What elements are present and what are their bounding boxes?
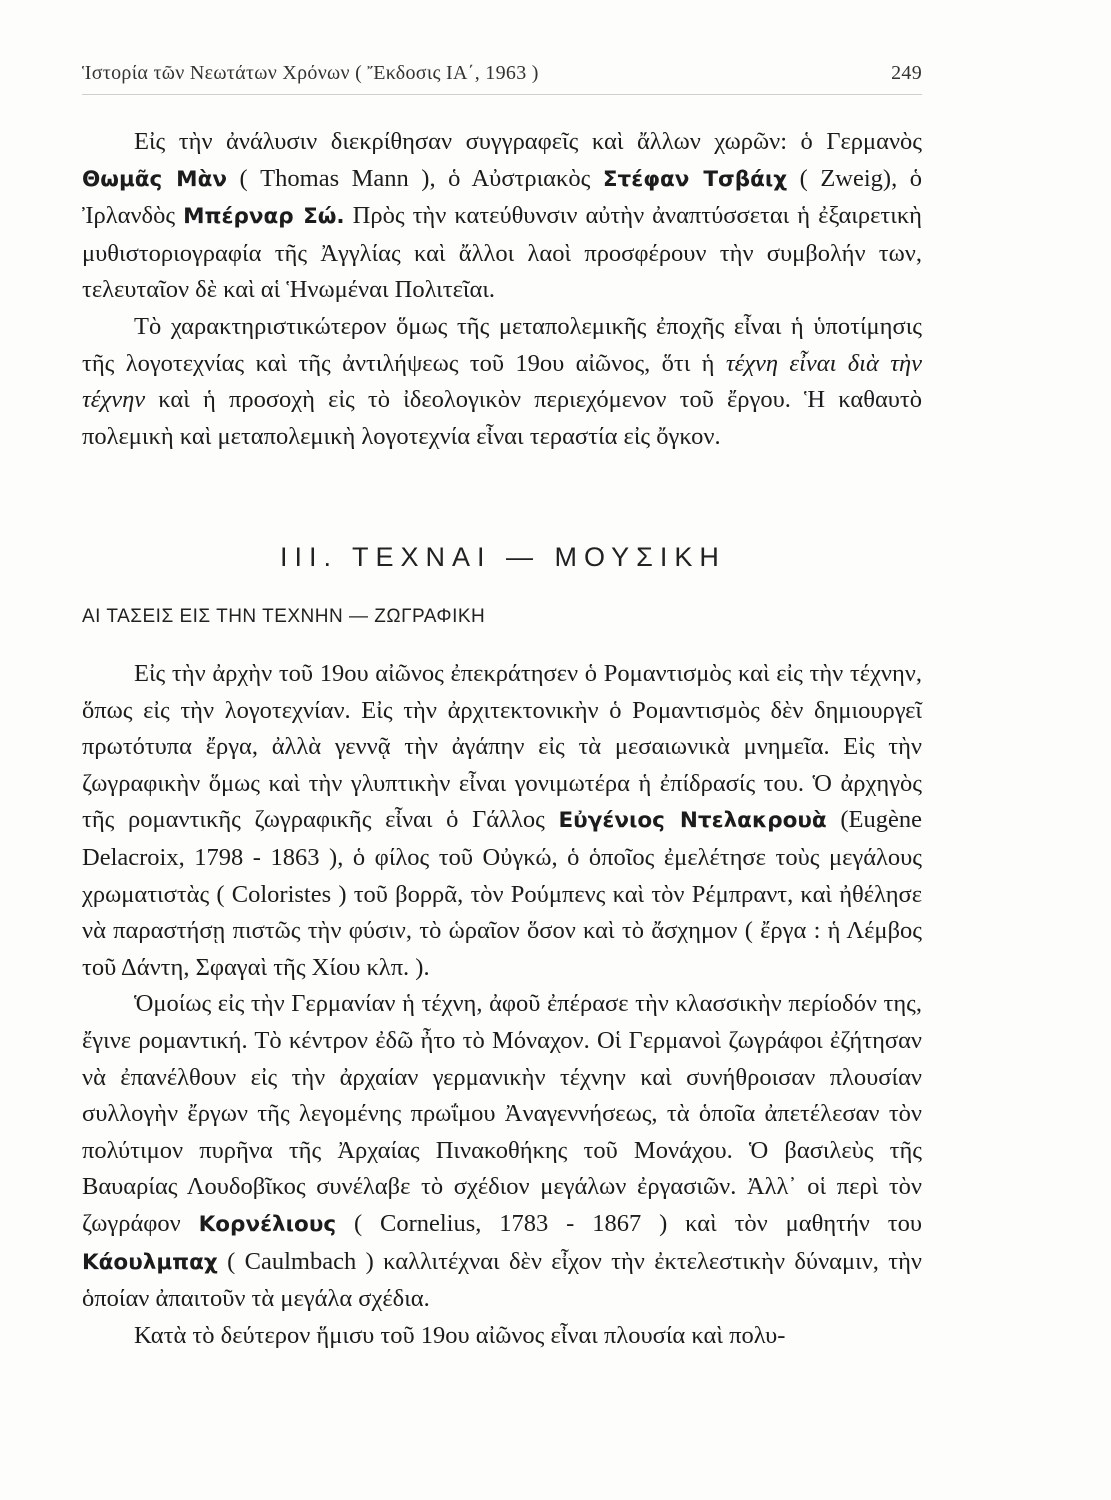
paragraph: [82, 1318, 922, 1355]
page-header: [82, 58, 922, 90]
page-number: 249: [891, 62, 922, 84]
section-subheading: ΑΙ ΤΑΣΕΙΣ ΕΙΣ ΤΗΝ ΤΕΧΝΗΝ — ΖΩΓΡΑΦΙΚΗ: [82, 606, 486, 627]
paragraph: [82, 309, 922, 455]
text-block-painting: [82, 656, 922, 1354]
bold-name: Μπέρναρ Σώ.: [183, 204, 345, 230]
text-run: ( Thomas Mann ), ὁ Αὐστριακὸς: [226, 164, 603, 192]
text-run: Πρὸς τὴν κατεύθυνσιν αὐτὴν ἀναπτύσσεται ἡ ἐξαιρετικὴ μυθιστοριογραφία τῆς Ἀγγλίας καὶ ἄλλοι λαοὶ προσφέρουν τὴν συμβολήν των, τελευταῖον δὲ καὶ αἱ Ἡνωμέναι Πολιτεῖαι.: [82, 202, 922, 304]
paragraph: [82, 656, 922, 986]
bold-name: Στέφαν Τσβάιχ: [602, 166, 788, 192]
text-run: Εἰς τὴν ἀρχὴν τοῦ 19ου αἰῶνος ἐπεκράτησεν ὁ Ρομαντισμὸς καὶ εἰς τὴν τέχνην, ὅπως εἰς τὴν λογοτεχνίαν. Εἰς τὴν ἀρχιτεκτονικὴν ὁ Ρομαντισμὸς δὲν δημιουργεῖ πρωτότυπα ἔργα, ἀλλὰ γεννᾷ τὴν ἀγάπην εἰς τὰ μεσαιωνικὰ μνημεῖα. Εἰς τὴν ζωγραφικὴν ὅμως καὶ τὴν γλυπτικὴν εἶναι γονιμωτέρα ἡ ἐπίδρασίς του. Ὁ ἀρχηγὸς τῆς ρομαντικῆς ζωγραφικῆς εἶναι ὁ Γάλλος: [82, 660, 922, 834]
running-title: Ἱστορία τῶν Νεωτάτων Χρόνων ( Ἔκδοσις ΙΑ΄, 1963 ): [82, 62, 539, 84]
bold-name: Θωμᾶς Μὰν: [82, 166, 227, 192]
text-run: Ὁμοίως εἰς τὴν Γερμανίαν ἡ τέχνη, ἀφοῦ ἐπέρασε τὴν κλασσικὴν περίοδόν της, ἔγινε ρομαντική. Τὸ κέντρον ἐδῶ ἦτο τὸ Μόναχον. Οἱ Γερμανοὶ ζωγράφοι ἐζήτησαν νὰ ἐπανέλθουν εἰς τὴν ἀρχαίαν γερμανικὴν τέχνην καὶ συνήθροισαν πλουσίαν συλλογὴν ἔργων τῆς λεγομένης πρωΐμου Ἀναγεννήσεως, τὰ ὁποῖα ἀπετέλεσαν τὸν πολύτιμον πυρῆνα τῆς Ἀρχαίας Πινακοθήκης τοῦ Μονάχου. Ὁ βασιλεὺς τῆς Βαυαρίας Λουδοβῖκος συνέλαβε τὸ σχέδιον μεγάλων ἐργασιῶν. Ἀλλ᾽ οἱ περὶ τὸν ζωγράφον: [82, 990, 922, 1237]
text-run: (Eugène Delacroix, 1798 - 1863 ), ὁ φίλος τοῦ Οὐγκώ, ὁ ὁποῖος ἐμελέτησε τοὺς μεγάλους χρωματιστὰς ( Coloristes ) τοῦ βορρᾶ, τὸν Ρούμπενς καὶ τὸν Ρέμπραντ, καὶ ἠθέλησε νὰ παραστήσῃ πιστῶς τὴν φύσιν, τὸ ὡραῖον ὅσον καὶ τὸ ἄσχημον ( ἔργα : ἡ Λέμβος τοῦ Δάντη, Σφαγαὶ τῆς Χίου κλπ. ).: [82, 806, 922, 981]
text-run: Εἰς τὴν ἀνάλυσιν διεκρίθησαν συγγραφεῖς καὶ ἄλλων χωρῶν: ὁ Γερμανὸς: [134, 128, 922, 155]
text-run: ( Zweig), ὁ Ἰρλανδὸς: [82, 164, 922, 230]
bold-name: Εὐγένιος Ντελακρουὰ: [558, 808, 827, 834]
bold-name: Κορνέλιους: [198, 1211, 337, 1237]
text-block-literature: [82, 124, 922, 455]
bold-name: Κάουλμπαχ: [82, 1249, 218, 1275]
italic-phrase: τέχνη εἶναι διὰ τὴν τέχνην: [82, 349, 922, 414]
text-run: Κατὰ τὸ δεύτερον ἥμισυ τοῦ 19ου αἰῶνος εἶναι πλουσία καὶ πολυ-: [134, 1321, 786, 1349]
paragraph: [82, 124, 922, 309]
header-rule: [82, 94, 922, 95]
text-run: καὶ ἡ προσοχὴ εἰς τὸ ἰδεολογικὸν περιεχόμενον τοῦ ἔργου. Ἡ καθαυτὸ πολεμικὴ καὶ μεταπολεμικὴ λογοτεχνία εἶναι τεραστία εἰς ὄγκον.: [82, 386, 922, 450]
section-heading: ΙΙΙ. ΤΕΧΝΑΙ — ΜΟΥΣΙΚΗ: [280, 542, 726, 572]
text-run: ( Caulmbach ) καλλιτέχναι δὲν εἶχον τὴν ἐκτελεστικὴν δύναμιν, τὴν ὁποίαν ἀπαιτοῦν τὰ μεγάλα σχέδια.: [82, 1247, 922, 1313]
text-run: Τὸ χαρακτηριστικώτερον ὅμως τῆς μεταπολεμικῆς ἐποχῆς εἶναι ἡ ὑποτίμησις τῆς λογοτεχνίας καὶ τῆς ἀντιλήψεως τοῦ 19ου αἰῶνος, ὅτι ἡ: [82, 312, 922, 377]
text-run: ( Cornelius, 1783 - 1867 ) καὶ τὸν μαθητήν του: [336, 1209, 922, 1237]
paragraph: [82, 986, 922, 1317]
